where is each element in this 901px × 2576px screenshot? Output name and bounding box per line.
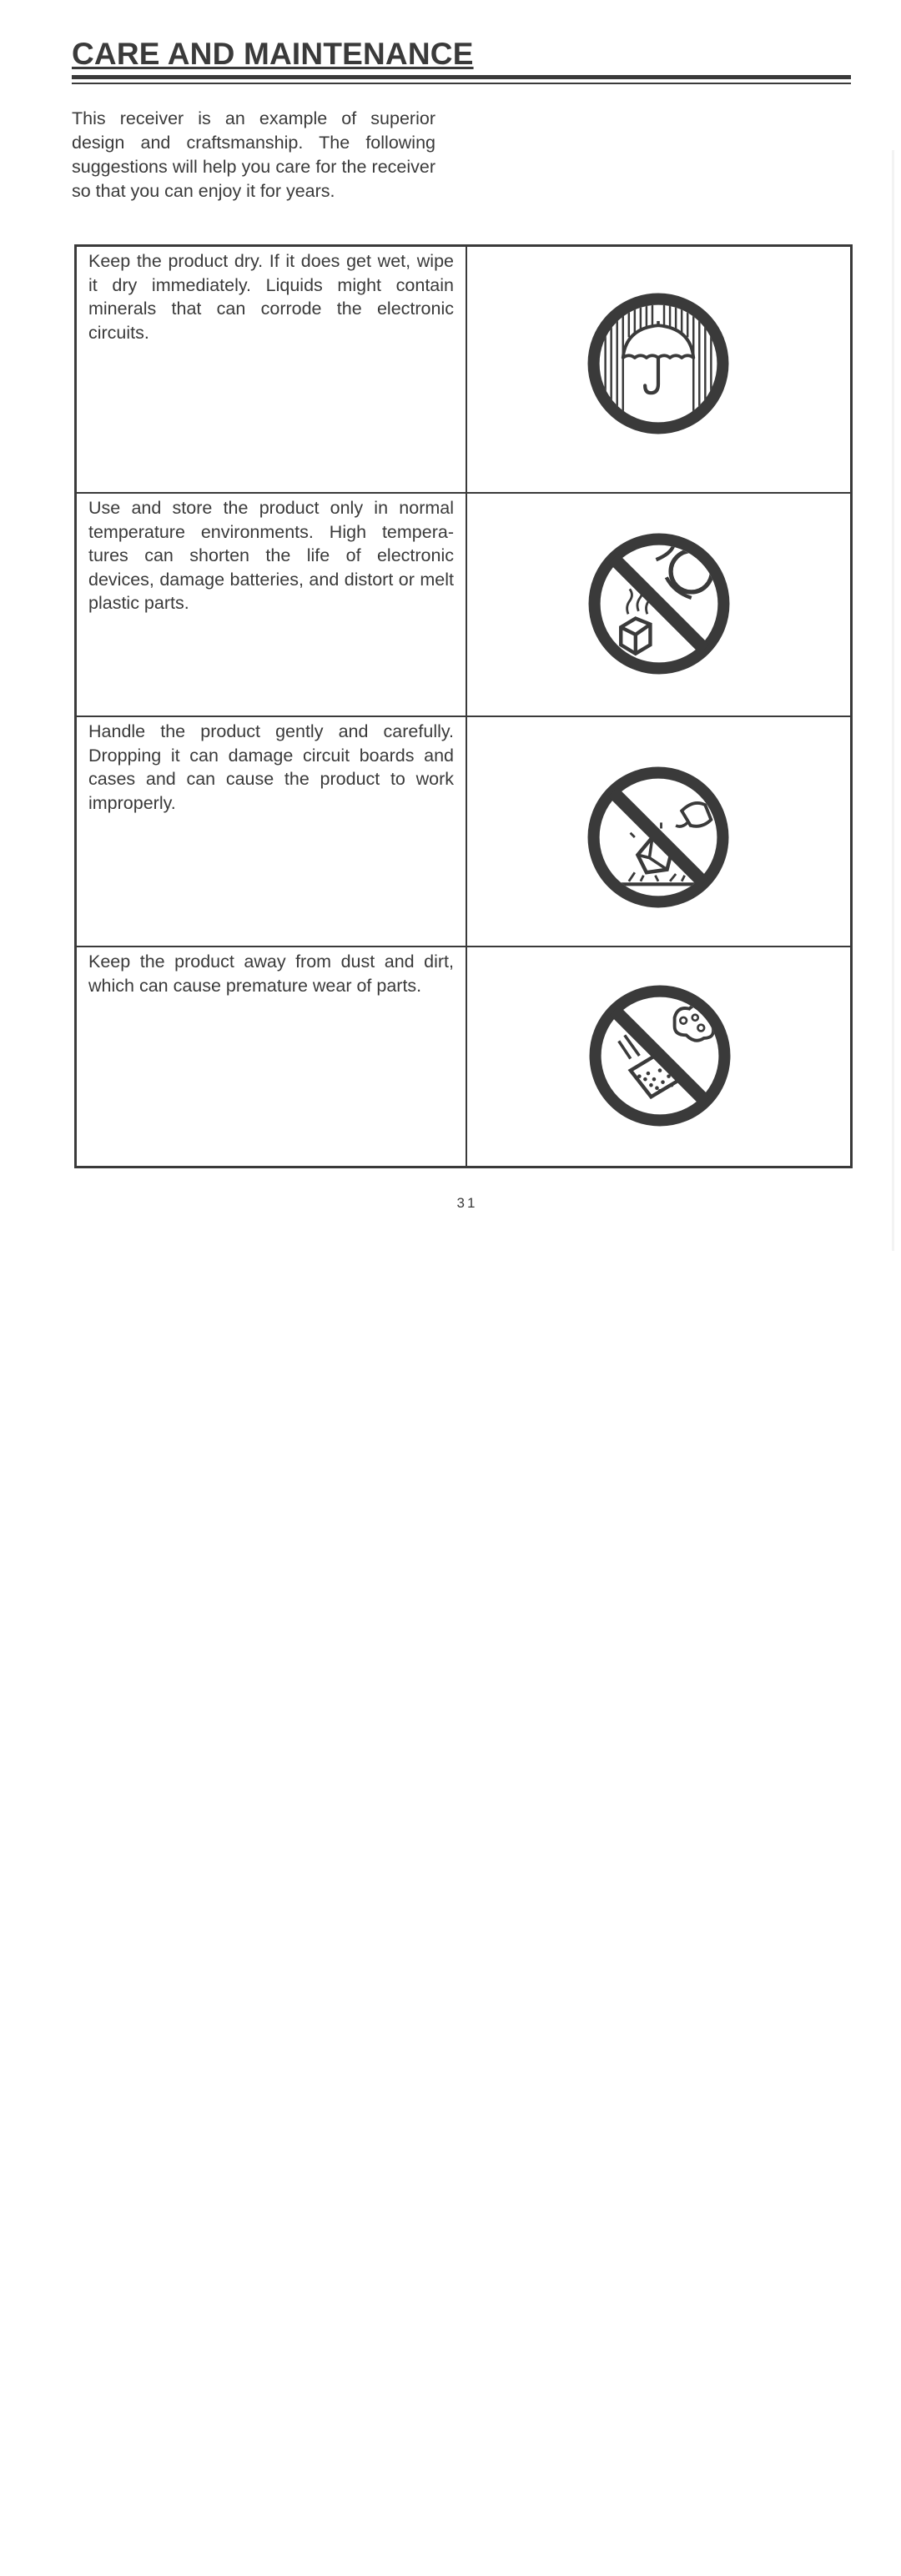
care-row-temperature (77, 492, 850, 716)
care-table (74, 244, 853, 1168)
intro-paragraph: This receiver is an example of superior design and craftsmanship. The following suggestions will help you care for the receiver so that you can enjoy it for years. (72, 108, 435, 201)
care-text: Keep the product dry. If it does get wet, wipe it dry immediately. Liquids might contain minerals that can corrode the electronic circuits. (88, 251, 454, 343)
care-row-handle-gently (77, 716, 850, 946)
title-rule-thick (72, 75, 851, 79)
care-text: Use and store the product only in normal temperature environments. High tempera-tures can shorten the life of electronic devices, damage batteries, and distort or melt plastic parts. (88, 498, 454, 613)
care-icon-cell (467, 494, 850, 716)
care-icon-cell (467, 247, 850, 492)
umbrella-rain-icon (585, 290, 732, 437)
care-row-keep-dry (77, 247, 850, 492)
title-rule-thin (72, 83, 851, 84)
scan-edge-line (892, 150, 894, 1251)
page-title: CARE AND MAINTENANCE (72, 37, 474, 71)
care-text: Handle the product gently and carefully. Dropping it can damage circuit boards and cases and can cause the product to work improperly. (88, 721, 454, 813)
no-dust-icon (586, 982, 733, 1129)
no-dropping-icon (585, 764, 732, 911)
care-text: Keep the product away from dust and dirt, which can cause premature wear of parts. (88, 952, 454, 996)
page-number: 31 (456, 1195, 478, 1211)
no-heat-icon (586, 530, 732, 677)
care-icon-cell (467, 947, 850, 1166)
care-icon-cell (467, 717, 850, 946)
care-row-dust (77, 946, 850, 1166)
